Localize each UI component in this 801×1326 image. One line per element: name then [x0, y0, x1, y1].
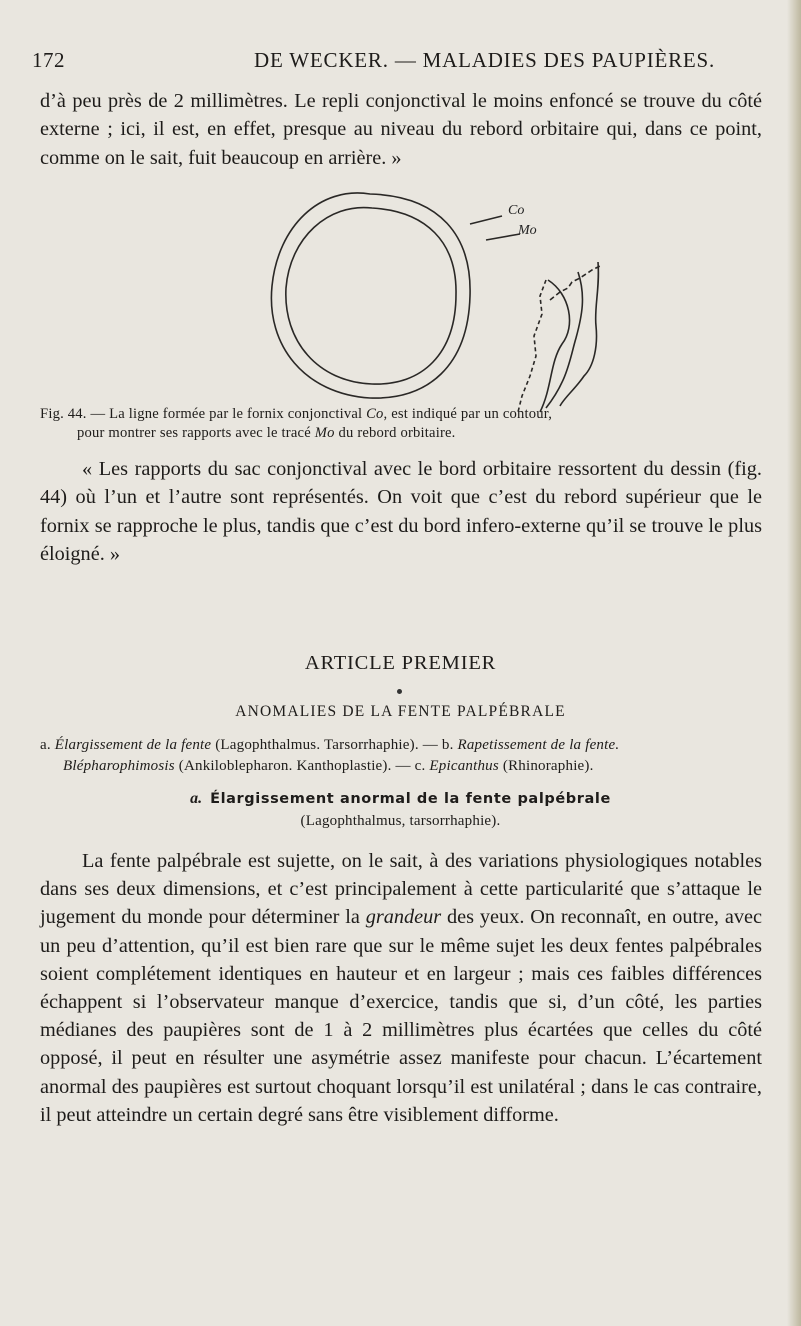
- ornament-dot: [397, 689, 402, 694]
- paragraph-1: d’à peu près de 2 millimètres. Le repli conjonctival le moins enfoncé se trouve du côté externe ; ici, il est, en effet, presque au niveau du rebord orbitaire qui, dans ce point, comme on le sait, fuit beaucoup en arrière. »: [40, 90, 762, 169]
- paragraph-3: La fente palpébrale est sujette, on le sait, à des variations physiologiques notables dans ses deux dimensions, et c’est principalement à cette particularité que s’attaque le jugement du monde pour déterminer la grandeur des yeux. On reconnaît, en outre, avec un peu d’attention, qu’il est bien rare que sur le même sujet les deux fentes palpébrales soient complétement identiques en hauteur et en largeur ; mais ces faibles différences échappent si l’observateur manque d’exercice, tandis que si, d’un côté, les parties médianes des paupières sont de 1 à 2 millimètres plus écartées que celles du côté opposé, il peut en résulter une asymétrie assez manifeste pour chacun. L’écartement anormal des paupières est surtout choquant lorsqu’il est unilatéral ; dans le cas contraire, il peut atteindre un certain degré sans être visiblement difforme.: [40, 850, 762, 1126]
- co-pointer-line: [470, 216, 502, 224]
- subsection-subtitle: (Lagophthalmus, tarsorrhaphie).: [300, 813, 501, 829]
- section-title: ANOMALIES DE LA FENTE PALPÉBRALE: [235, 703, 566, 720]
- label-co: Co: [508, 203, 525, 218]
- page-number: 172: [32, 48, 65, 72]
- fornix-outer-contour: [271, 193, 470, 398]
- figure-44-diagram: [250, 176, 610, 426]
- orbital-rim-top-hatch: [550, 266, 600, 300]
- orbital-rim-trace-3: [560, 262, 598, 406]
- fornix-inner-contour: [286, 208, 456, 385]
- orbital-rim-trace-1: [540, 280, 570, 412]
- page-header: [32, 48, 762, 78]
- subsection-heading: a. Élargissement anormal de la fente palpébrale: [190, 790, 611, 807]
- section-summary: a. Élargissement de la fente (Lagophthalmus. Tarsorrhaphie). — b. Rapetissement de la fente. Blépharophimosis (Ankiloblepharon. Kanthoplastie). — c. Epicanthus (Rhinoraphie).: [40, 737, 620, 774]
- mo-pointer-line: [486, 234, 520, 240]
- caption-fig-number: Fig. 44.: [40, 406, 87, 422]
- article-title: ARTICLE PREMIER: [304, 652, 497, 674]
- figure-caption: Fig. 44. — La ligne formée par le fornix conjonctival Co, est indiqué par un contour, pour montrer ses rapports avec le tracé Mo du rebord orbitaire.: [40, 406, 553, 441]
- orbital-rim-left-hatch: [518, 280, 546, 412]
- running-head: DE WECKER. — MALADIES DES PAUPIÈRES.: [254, 48, 716, 72]
- paragraph-2: « Les rapports du sac conjonctival avec le bord orbitaire ressortent du dessin (fig. 44) où l’un et l’autre sont représentés. On voit que c’est du rebord supérieur que le fornix se rapproche le plus, tandis que c’est du bord infero-externe qu’il se trouve le plus éloigné. »: [40, 458, 762, 565]
- label-mo: Mo: [518, 223, 537, 238]
